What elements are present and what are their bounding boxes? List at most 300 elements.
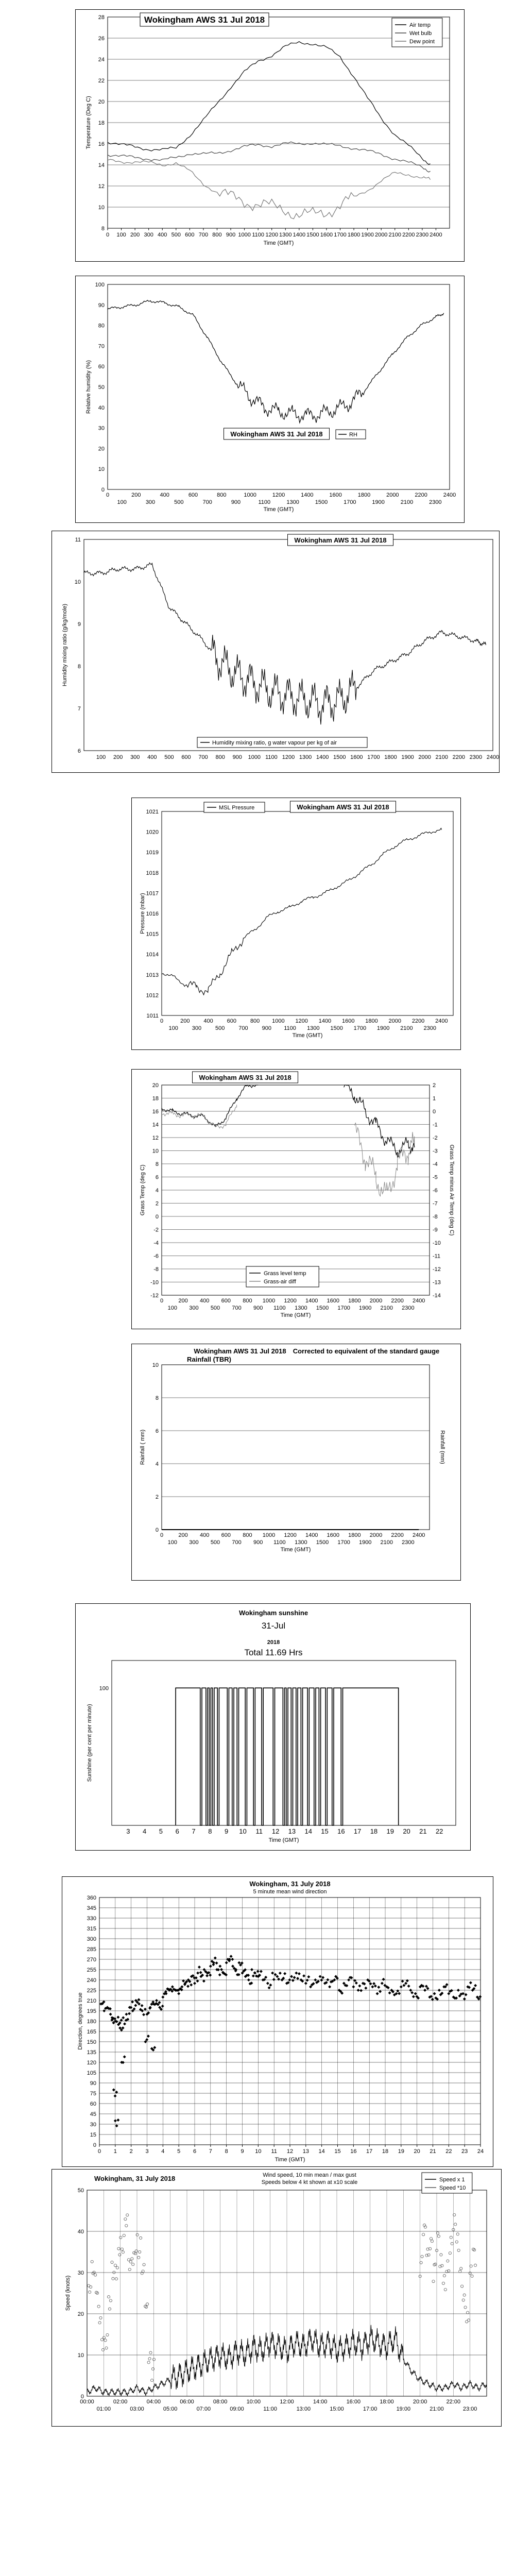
data-point [252, 1974, 255, 1977]
x-tick-label: 22 [435, 1827, 443, 1835]
x-tick-label-bottom: 1300 [307, 1025, 320, 1031]
data-point [358, 1985, 361, 1988]
pressure-chart-panel [131, 798, 461, 1050]
x-axis-label: Time (GMT) [268, 1837, 299, 1843]
data-point [404, 1982, 407, 1985]
x-tick-label-bottom: 700 [202, 499, 212, 505]
y-tick-label: 255 [87, 1967, 96, 1973]
y-tick-label: 120 [87, 2060, 96, 2066]
x-tick-label: 12 [286, 2148, 294, 2155]
sunshine-chart [76, 1604, 471, 1851]
data-point-speed-x10 [105, 2347, 108, 2349]
y-tick-label: 60 [90, 2101, 96, 2107]
data-point [196, 1972, 199, 1975]
plot-area [112, 1660, 456, 1825]
x-tick-label: 5 [177, 2148, 181, 2155]
data-point-speed-x10 [131, 2258, 133, 2260]
data-point-speed-x10 [104, 2339, 107, 2342]
y-tick-label: 195 [87, 2008, 96, 2014]
data-point-speed-x10 [122, 2251, 124, 2253]
x-tick-label-top: 1200 [272, 492, 285, 498]
data-point [400, 1985, 403, 1988]
x-tick-label: 1400 [316, 754, 329, 760]
x-tick-label-top: 2200 [411, 1018, 425, 1024]
legend-label: Air temp [409, 22, 431, 28]
x-tick-label-bottom: 1900 [376, 1025, 390, 1031]
y-tick-label: -8 [153, 1266, 159, 1273]
data-point-speed-x10 [118, 2253, 121, 2256]
chart-subtitle: 5 minute mean wind direction [253, 1889, 327, 1895]
data-point-speed-x10 [132, 2263, 134, 2266]
data-point-speed-x10 [422, 2233, 425, 2236]
data-point-speed-x10 [459, 2270, 461, 2273]
plot-area [162, 811, 453, 1015]
y2-tick-label: -11 [433, 1253, 441, 1260]
x-tick-label: 20 [403, 1827, 410, 1835]
y-axis-label: Humidity mixing ratio (g/kg/mole) [62, 603, 68, 687]
y-tick-label: 2 [155, 1494, 159, 1500]
chart-title: Wokingham AWS 31 Jul 2018 [144, 15, 265, 25]
x-tick-label-top: 0 [160, 1298, 164, 1304]
data-point [147, 2035, 150, 2038]
y-tick-label: 70 [98, 343, 105, 350]
x-tick-label-top: 1800 [365, 1018, 378, 1024]
x-tick-label-bottom: 2300 [423, 1025, 436, 1031]
y-axis-label: Pressure (mbar) [140, 893, 146, 934]
y-tick-label: 20 [77, 2311, 84, 2317]
x-tick-label-bottom: 100 [168, 1025, 178, 1031]
x-tick-label: 8 [225, 2148, 228, 2155]
year-label: 2018 [267, 1639, 280, 1646]
x-tick-label-top: 20:00 [413, 2399, 427, 2405]
data-point [128, 2012, 131, 2015]
x-tick-label: 2100 [435, 754, 448, 760]
x-tick-label: 2 [129, 2148, 133, 2155]
data-point-speed-x10 [474, 2264, 476, 2266]
mixing-ratio-chart [52, 531, 500, 773]
y2-axis-label: Rainfall (mm) [439, 1430, 445, 1464]
x-tick-label: 2000 [418, 754, 431, 760]
x-tick-label: 1500 [306, 232, 319, 238]
x-tick-label-top: 06:00 [180, 2399, 194, 2405]
rainfall-chart-panel [131, 1344, 461, 1581]
pressure-chart [132, 798, 461, 1050]
data-point [302, 1974, 305, 1977]
x-tick-label-top: 14:00 [313, 2399, 328, 2405]
series-sunshine-trace [176, 1688, 399, 1825]
x-tick-label-top: 0 [160, 1532, 164, 1538]
data-point [295, 1972, 298, 1975]
y-tick-label: 6 [77, 748, 81, 754]
x-tick-label: 300 [130, 754, 140, 760]
data-point [423, 1989, 426, 1992]
rainfall-chart [132, 1344, 461, 1581]
y-tick-label: 12 [98, 183, 105, 190]
data-point [272, 1978, 276, 1981]
x-tick-label-bottom: 05:00 [163, 2406, 178, 2412]
y-tick-label: 345 [87, 1905, 96, 1911]
y-tick-label: 50 [77, 2188, 84, 2194]
y-tick-label: 0 [155, 1214, 159, 1220]
y-tick-label: 210 [87, 1998, 96, 2004]
x-tick-label: 10 [255, 2148, 262, 2155]
y-tick-label: 8 [77, 664, 81, 670]
y-axis-label: Direction, degrees true [77, 1992, 83, 2050]
data-point [137, 1998, 140, 2001]
x-tick-label-bottom: 2300 [402, 1539, 415, 1546]
data-point-speed-x10 [152, 2358, 155, 2361]
x-tick-label: 1700 [334, 232, 347, 238]
x-tick-label: 21 [419, 1827, 427, 1835]
data-point [271, 1972, 274, 1975]
x-tick-label-bottom: 1700 [337, 1305, 350, 1311]
x-tick-label-top: 2200 [415, 492, 427, 498]
x-tick-label-bottom: 1700 [344, 499, 356, 505]
y-tick-label: 1019 [146, 850, 159, 856]
x-axis-label: Time (GMT) [280, 1312, 311, 1318]
data-point [372, 1982, 375, 1985]
data-point [109, 2013, 112, 2016]
data-point [161, 1995, 164, 1998]
x-tick-label: 900 [232, 754, 242, 760]
x-tick-label-top: 600 [227, 1018, 237, 1024]
plot-area [162, 1365, 430, 1530]
data-point-speed-x10 [471, 2275, 473, 2277]
x-tick-label-top: 1200 [284, 1532, 297, 1538]
x-tick-label-bottom: 100 [117, 499, 127, 505]
data-point [134, 2004, 137, 2007]
y-tick-label: 30 [77, 2270, 84, 2276]
data-point [402, 1984, 405, 1987]
y-tick-label: -4 [153, 1240, 159, 1246]
x-tick-label-bottom: 2100 [380, 1305, 393, 1311]
data-point-speed-x10 [136, 2233, 139, 2236]
data-point [320, 1978, 323, 1981]
chart-title: Wokingham sunshine [238, 1609, 308, 1617]
legend-label: RH [349, 432, 357, 438]
x-tick-label-bottom: 500 [174, 499, 184, 505]
humidity-chart-panel [75, 276, 465, 523]
x-tick-label: 1200 [265, 232, 278, 238]
data-point [307, 1975, 310, 1978]
y2-tick-label: -6 [433, 1188, 438, 1194]
x-tick-label: 2200 [402, 232, 415, 238]
data-point [371, 1985, 374, 1988]
y-axis-label: Temperature (Deg C) [85, 96, 92, 149]
y-tick-label: 18 [98, 120, 105, 126]
data-point-speed-x10 [99, 2316, 102, 2319]
x-tick-label-bottom: 21:00 [430, 2406, 444, 2412]
data-point [186, 1985, 190, 1988]
x-tick-label: 3 [145, 2148, 149, 2155]
data-point-speed-x10 [106, 2333, 109, 2336]
y-tick-label: 165 [87, 2029, 96, 2035]
x-tick-label-top: 2400 [412, 1298, 425, 1304]
data-point [293, 1976, 296, 1979]
data-point-speed-x10 [121, 2248, 123, 2250]
x-tick-label-bottom: 1500 [316, 1539, 329, 1546]
y2-tick-label: 1 [433, 1095, 436, 1102]
y-tick-label: 105 [87, 2070, 96, 2076]
mixing-ratio-chart-panel [52, 531, 500, 773]
y-tick-label: 90 [90, 2080, 96, 2087]
data-point [438, 1989, 441, 1992]
y-tick-label: 270 [87, 1957, 96, 1963]
x-tick-label: 11 [255, 1827, 263, 1835]
x-tick-label: 9 [225, 1827, 229, 1835]
y-tick-label: 100 [95, 282, 105, 288]
x-tick-label-top: 200 [178, 1532, 188, 1538]
x-tick-label: 15 [334, 2148, 341, 2155]
data-point-speed-x10 [149, 2351, 152, 2354]
series-line-air-temp [108, 42, 431, 164]
data-point-speed-x10 [432, 2280, 435, 2283]
x-tick-label-top: 08:00 [213, 2399, 228, 2405]
x-tick-label: 11 [271, 2148, 277, 2155]
x-tick-label-bottom: 1100 [273, 1305, 286, 1311]
data-point-speed-x10 [126, 2214, 129, 2216]
y-tick-label: 2 [155, 1200, 159, 1207]
wind-direction-chart [62, 1877, 494, 2167]
x-tick-label-top: 10:00 [246, 2399, 261, 2405]
y2-axis-label: Grass Temp minus Air Temp (deg C) [449, 1144, 455, 1236]
x-tick-label-bottom: 300 [192, 1025, 202, 1031]
y-tick-label: 28 [98, 14, 105, 21]
x-tick-label-bottom: 1100 [284, 1025, 296, 1031]
x-tick-label: 1000 [238, 232, 251, 238]
chart-title: Wokingham AWS 31 Jul 2018 [199, 1074, 291, 1081]
data-point [231, 1958, 234, 1961]
data-point-speed-x10 [421, 2255, 423, 2258]
legend-label: MSL Pressure [219, 805, 255, 811]
data-point-speed-x10 [135, 2250, 138, 2252]
x-tick-label-top: 1400 [318, 1018, 332, 1024]
data-point [142, 2013, 145, 2016]
data-point-speed-x10 [430, 2238, 432, 2240]
series-line-mixing-ratio [84, 563, 486, 724]
x-tick-label-bottom: 900 [253, 1305, 263, 1311]
x-tick-label: 9 [241, 2148, 244, 2155]
chart-title: Wokingham, 31 July 2018 [94, 2175, 176, 2182]
x-tick-label-top: 400 [200, 1298, 210, 1304]
y-tick-label: 20 [152, 1082, 159, 1089]
x-tick-label: 21 [430, 2148, 436, 2155]
x-tick-label-bottom: 1700 [353, 1025, 367, 1031]
x-tick-label: 20 [414, 2148, 420, 2155]
series-line-grass-air-diff [162, 1105, 237, 1128]
y-tick-label: 225 [87, 1988, 96, 1994]
y-tick-label: 50 [98, 384, 105, 391]
data-point [209, 1974, 212, 1977]
x-tick-label-top: 02:00 [113, 2399, 128, 2405]
x-tick-label-bottom: 2100 [380, 1539, 393, 1546]
x-tick-label: 24 [477, 2148, 484, 2155]
data-point [114, 2094, 117, 2097]
chart-title: Wokingham, 31 July 2018 [249, 1880, 331, 1888]
data-point [209, 1964, 212, 1968]
data-point-speed-x10 [115, 2278, 117, 2280]
x-tick-label: 700 [198, 232, 209, 238]
data-point [347, 1978, 350, 1981]
data-point [474, 1984, 477, 1987]
x-axis-label: Time (GMT) [263, 240, 294, 246]
x-tick-label: 19 [398, 2148, 404, 2155]
x-tick-label: 1300 [299, 754, 312, 760]
data-point-speed-x10 [101, 2348, 104, 2351]
data-point-speed-x10 [456, 2233, 459, 2235]
data-point-speed-x10 [444, 2289, 447, 2291]
y-tick-label: 80 [98, 323, 105, 329]
x-tick-label: 600 [181, 754, 191, 760]
x-tick-label: 100 [116, 232, 126, 238]
x-tick-label: 200 [113, 754, 123, 760]
chart-subtitle: Rainfall (TBR) [187, 1355, 231, 1363]
x-tick-label: 1 [113, 2148, 117, 2155]
data-point [125, 2013, 128, 2016]
data-point-speed-x10 [129, 2261, 132, 2263]
x-tick-label-top: 2000 [369, 1298, 383, 1304]
data-point-speed-x10 [450, 2236, 452, 2239]
y-tick-label: 360 [87, 1895, 96, 1901]
data-point [218, 1973, 221, 1976]
y-tick-label: 90 [98, 302, 105, 309]
series-line-grass-temp-evening [344, 1085, 415, 1157]
x-tick-label-bottom: 500 [210, 1305, 220, 1311]
data-point-speed-x10 [91, 2260, 93, 2263]
x-tick-label-bottom: 15:00 [330, 2406, 344, 2412]
data-point [123, 2022, 126, 2025]
data-point [352, 1985, 355, 1988]
data-point-speed-x10 [467, 2319, 470, 2321]
x-tick-label-top: 2400 [412, 1532, 425, 1538]
x-tick-label-top: 1200 [295, 1018, 308, 1024]
data-point [433, 1992, 436, 1995]
x-tick-label: 1600 [350, 754, 363, 760]
x-tick-label: 7 [192, 1827, 196, 1835]
x-tick-label: 400 [147, 754, 157, 760]
x-tick-label: 18 [370, 1827, 378, 1835]
y-tick-label: 15 [90, 2132, 96, 2138]
x-tick-label-bottom: 2100 [400, 1025, 413, 1031]
y-tick-label: 75 [90, 2091, 96, 2097]
y-axis-label: Grass Temp (deg C) [140, 1164, 146, 1216]
x-tick-label: 1900 [401, 754, 414, 760]
x-tick-label: 1900 [361, 232, 374, 238]
data-point [469, 1981, 472, 1984]
x-axis-label: Time (GMT) [292, 1032, 323, 1039]
data-point [414, 1992, 417, 1995]
data-point [410, 1991, 414, 1994]
x-tick-label-bottom: 1500 [330, 1025, 343, 1031]
x-tick-label: 1200 [282, 754, 295, 760]
data-point-speed-x10 [462, 2299, 465, 2301]
y-tick-label: 0 [101, 487, 105, 493]
x-tick-label-bottom: 1700 [337, 1539, 350, 1546]
x-tick-label-top: 400 [203, 1018, 213, 1024]
data-point-speed-x10 [451, 2242, 453, 2245]
x-tick-label-bottom: 19:00 [396, 2406, 411, 2412]
x-tick-label-bottom: 500 [215, 1025, 225, 1031]
y-tick-label: 1017 [146, 890, 159, 897]
y-axis-label: Rainfall ( mm) [140, 1429, 146, 1465]
data-point-speed-x10 [119, 2236, 122, 2239]
data-point [122, 2016, 125, 2019]
x-tick-label-bottom: 1900 [372, 499, 385, 505]
y2-tick-label: -9 [433, 1227, 438, 1233]
y-axis-label: Sunshine (per cent per minute) [87, 1704, 93, 1782]
x-tick-label: 900 [226, 232, 236, 238]
x-tick-label: 16 [350, 2148, 357, 2155]
x-tick-label: 19 [386, 1827, 394, 1835]
x-tick-label-top: 1800 [348, 1532, 361, 1538]
x-tick-label: 10 [239, 1827, 247, 1835]
y-tick-label: 20 [98, 99, 105, 105]
x-tick-label-bottom: 900 [253, 1539, 263, 1546]
x-tick-label-top: 1400 [305, 1298, 318, 1304]
data-point [268, 1986, 271, 1989]
data-point-speed-x10 [151, 2379, 153, 2382]
temperature-chart-panel [75, 9, 465, 262]
legend-label: Dew point [409, 39, 435, 45]
data-point [114, 2119, 117, 2122]
x-tick-label-top: 1000 [272, 1018, 285, 1024]
y-tick-label: 8 [101, 226, 105, 232]
x-tick-label: 12 [271, 1827, 280, 1835]
x-tick-label: 1100 [265, 754, 278, 760]
y-tick-label: 1021 [146, 809, 159, 815]
y2-tick-label: -4 [433, 1161, 438, 1167]
x-tick-label-top: 1800 [348, 1298, 361, 1304]
y-tick-label: 10 [98, 466, 105, 473]
grass-temp-chart-panel [131, 1069, 461, 1329]
x-tick-label-bottom: 300 [189, 1539, 199, 1546]
y2-tick-label: -12 [433, 1266, 441, 1273]
x-tick-label: 300 [144, 232, 153, 238]
data-point [388, 1991, 391, 1994]
data-point [218, 1964, 221, 1968]
data-point [298, 1972, 301, 1975]
x-tick-label: 700 [198, 754, 208, 760]
data-point-speed-x10 [457, 2249, 460, 2251]
data-point [296, 1977, 299, 1980]
data-point-speed-x10 [128, 2268, 131, 2270]
x-axis-label: Time (GMT) [263, 506, 294, 513]
x-tick-label-bottom: 300 [145, 499, 156, 505]
x-tick-label-bottom: 700 [238, 1025, 248, 1031]
series-line-grass-temp [162, 1085, 258, 1126]
data-point [279, 1972, 282, 1975]
x-tick-label-top: 2400 [435, 1018, 448, 1024]
data-point [161, 2005, 164, 2008]
data-point [396, 1989, 399, 1992]
x-tick-label-bottom: 13:00 [296, 2406, 311, 2412]
y-tick-label: 14 [98, 162, 105, 168]
y-tick-label: 180 [87, 2019, 96, 2025]
x-tick-label-bottom: 1500 [315, 499, 328, 505]
x-tick-label: 800 [215, 754, 225, 760]
x-tick-label-top: 0 [160, 1018, 164, 1024]
data-point [377, 1986, 380, 1989]
data-point [247, 1978, 250, 1981]
x-tick-label-bottom: 1300 [295, 1539, 307, 1546]
x-tick-label-top: 200 [131, 492, 141, 498]
data-point [376, 1992, 379, 1995]
x-tick-label: 1000 [248, 754, 261, 760]
x-tick-label-top: 22:00 [446, 2399, 461, 2405]
data-point-speed-x10 [125, 2224, 128, 2227]
data-point [288, 1978, 291, 1981]
plot-area [108, 284, 450, 489]
